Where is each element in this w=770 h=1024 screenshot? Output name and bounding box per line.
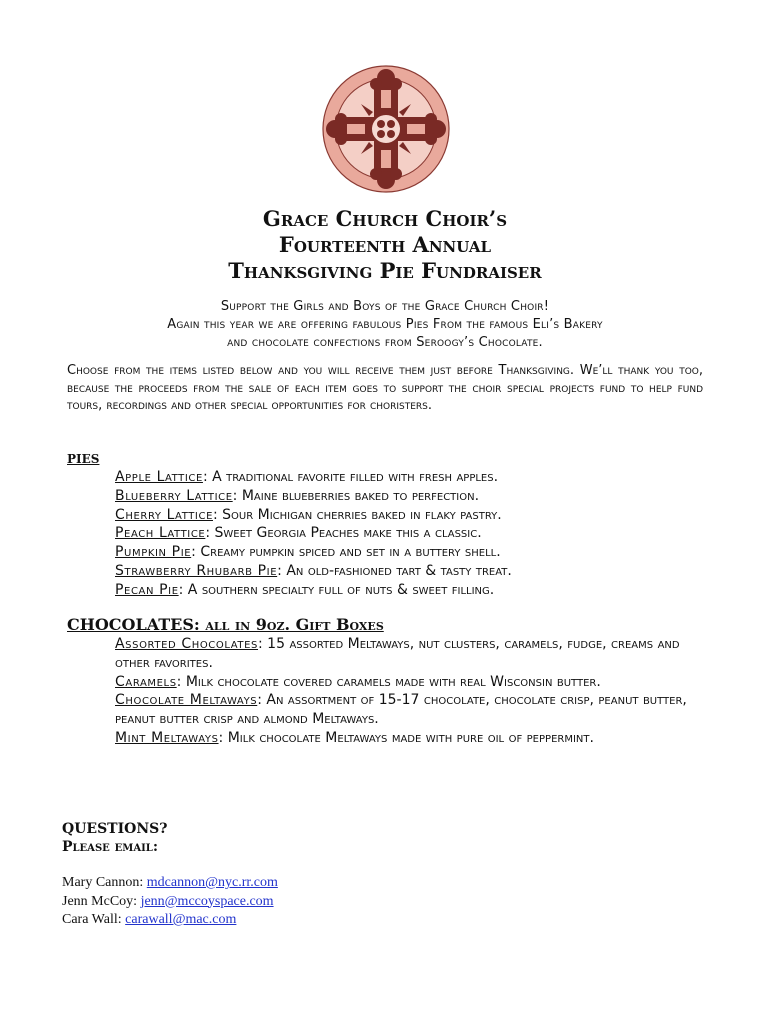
item-name: Peach Lattice [115, 525, 206, 542]
item-description: : A southern specialty full of nuts & sweet filling. [178, 581, 495, 598]
item-name: Pumpkin Pie [115, 544, 192, 561]
email-link[interactable]: carawall@mac.com [125, 912, 237, 927]
email-prompt: Please email: [62, 839, 158, 855]
pies-list [115, 468, 705, 600]
item-description: : 15 assorted Meltaways, nut clusters, caramels, fudge, creams and other favorites. [115, 636, 680, 671]
contact-name: Mary Cannon: [62, 875, 147, 890]
list-item [115, 506, 705, 525]
item-description: : Creamy pumpkin spiced and set in a buttery shell. [191, 544, 501, 561]
item-description: : Sour Michigan cherries baked in flaky pastry. [212, 506, 502, 523]
subtitle-line-3: and chocolate confections from Seroogy’s Chocolate. [227, 335, 543, 350]
questions-heading: QUESTIONS? [62, 821, 168, 837]
email-link[interactable]: mdcannon@nyc.rr.com [146, 875, 278, 890]
list-item [115, 468, 705, 487]
contact-row [62, 893, 278, 912]
item-name: Assorted Chocolates [115, 636, 259, 652]
item-description: : Milk chocolate covered caramels made with real Wisconsin butter. [176, 673, 601, 690]
list-item [115, 543, 705, 562]
item-name: Caramels [115, 673, 177, 690]
item-name: Strawberry Rhubarb Pie [115, 562, 278, 579]
title-line-2: Fourteenth Annual [278, 232, 492, 257]
contact-row [62, 874, 278, 893]
item-name: Apple Lattice [115, 469, 203, 485]
list-item [115, 635, 705, 673]
contact-name: Cara Wall: [62, 912, 126, 927]
item-description: : An assortment of 15-17 chocolate, chocolate crisp, peanut butter, peanut butter crisp and almond Meltaways. [115, 692, 687, 728]
list-item [115, 524, 705, 543]
item-description: : Maine blueberries baked to perfection. [232, 487, 480, 504]
contact-row [62, 911, 278, 930]
subtitle-line-2: Again this year we are offering fabulous Pies From the famous Eli’s Bakery [167, 317, 603, 332]
pies-heading: pies [67, 448, 100, 468]
item-name: Pecan Pie [115, 581, 179, 598]
list-item [115, 581, 705, 600]
list-item [115, 691, 705, 729]
item-description: : An old-fashioned tart & tasty treat. [277, 562, 512, 579]
item-description: : A traditional favorite filled with fresh apples. [202, 469, 499, 485]
title-line-1: Grace Church Choir’s [262, 206, 508, 231]
subtitle-line-1: Support the Girls and Boys of the Grace Church Choir! [220, 299, 550, 314]
list-item [115, 729, 705, 748]
item-name: Chocolate Meltaways [115, 692, 258, 709]
contact-list [62, 874, 278, 930]
item-description: : Sweet Georgia Peaches make this a classic. [205, 525, 482, 542]
email-link[interactable]: jenn@mccoyspace.com [140, 893, 274, 909]
title-line-3: Thanksgiving Pie Fundraiser [228, 258, 542, 283]
list-item [115, 562, 705, 581]
list-item [115, 487, 705, 506]
church-emblem-logo [321, 64, 451, 194]
item-name: Blueberry Lattice [115, 487, 233, 504]
item-name: Cherry Lattice [115, 506, 213, 523]
item-description: : Milk chocolate Meltaways made with pure oil of peppermint. [218, 729, 594, 746]
list-item [115, 673, 705, 692]
item-name: Mint Meltaways [115, 729, 219, 746]
chocolates-list [115, 635, 705, 748]
intro-paragraph: Choose from the items listed below and you will receive them just before Thanksgiving. We’ll thank you too, because the proceeds from the sale of each item goes to support the choir special projects fund to help fund tours, recordings and other special opportunities for choristers. [67, 363, 703, 413]
chocolates-heading: CHOCOLATES: all in 9oz. Gift Boxes [67, 615, 384, 634]
contact-name: Jenn McCoy: [62, 893, 141, 909]
